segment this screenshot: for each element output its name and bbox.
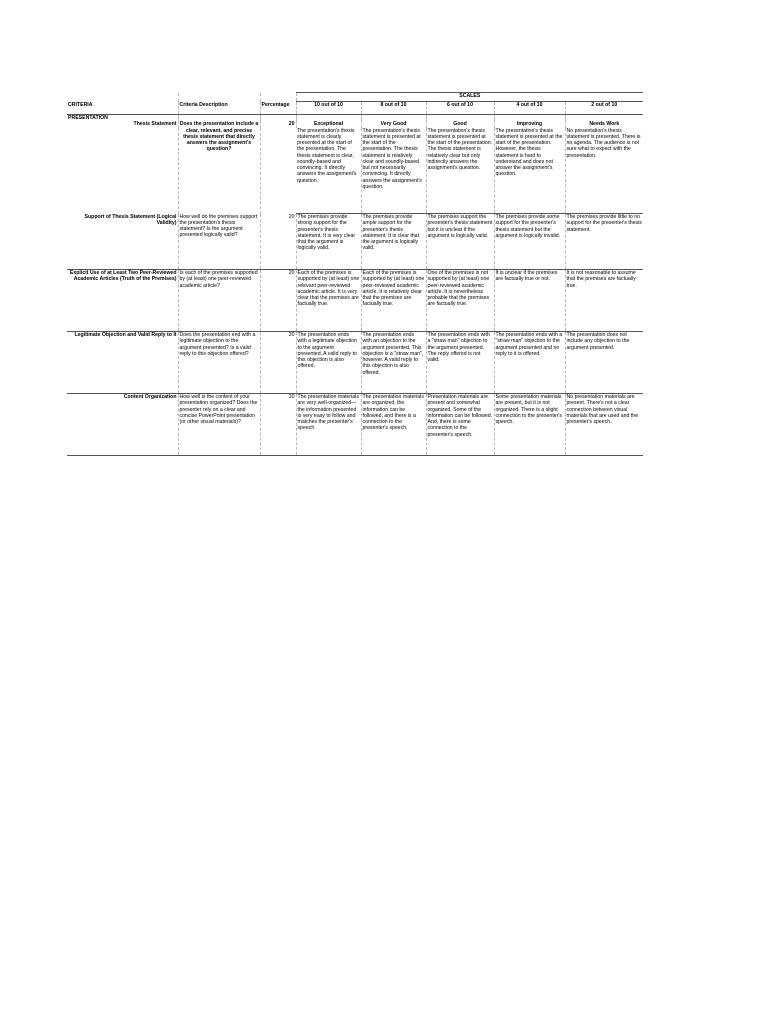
scales-row bbox=[67, 93, 643, 102]
criterion-percentage: 20 bbox=[260, 332, 296, 394]
rubric-cell: Each of the premises is supported by (at least) one relevant peer-reviewed academic article. It is very clear that the premises are factually true. bbox=[296, 270, 361, 332]
rubric-cell: It is not reasonable to assume that the premises are factually true. bbox=[565, 270, 643, 332]
rubric-cell: The presentation materials are very well-organized—the information presented is very easy to follow and matches the presenter's speech. bbox=[296, 394, 361, 456]
criterion-description: Is each of the premises supported by (at least) one peer-reviewed academic article? bbox=[178, 270, 260, 332]
criterion-description: Does the presentation end with a legitimate objection to the argument presented? Is a valid reply to this objection offered? bbox=[178, 332, 260, 394]
rubric-cell: The presentation ends with an objection to the argument presented. This objection is a "straw man", however. A valid reply to this objection is also offered. bbox=[361, 332, 426, 394]
rubric-cell: The presentation materials are organized, the information can be followed, and there is a connection to the presenter's speech. bbox=[361, 394, 426, 456]
rubric-body bbox=[67, 121, 643, 455]
criteria-header: CRITERIA bbox=[67, 102, 178, 115]
section-row bbox=[67, 115, 643, 122]
criterion-row bbox=[67, 394, 643, 456]
level-label: Improving bbox=[494, 121, 565, 127]
criterion-description: How well do the premises support the presentation's thesis statement? Is the argument presented logically valid? bbox=[178, 214, 260, 270]
rubric-cell: The premises provide some support for the presenter's thesis statement but the argument is logically invalid. bbox=[494, 214, 565, 270]
criterion-name: Support of Thesis Statement (Logical Validity) bbox=[67, 214, 178, 270]
rubric-cell: The presentation ends with a "straw man" objection to the argument presented and no reply to it is offered. bbox=[494, 332, 565, 394]
rubric-cell: The presentation ends with a "straw man" objection to the argument presented. The reply offered is not valid. bbox=[426, 332, 494, 394]
rubric-cell: The presentation's thesis statement is presented at the start of the presentation. The thesis statement is relatively clear but only indirectly answers the assignment's question. bbox=[426, 128, 494, 214]
rubric-cell: The premises provide strong support for the presenter's thesis statement. It is very clear that the argument is logically valid. bbox=[296, 214, 361, 270]
criterion-percentage: 20 bbox=[260, 214, 296, 270]
rubric-cell: No presentation materials are present. There's not a clear connection between visual materials that are used and the presenter's speech. bbox=[565, 394, 643, 456]
rubric-cell: It is unclear if the premises are factually true or not. bbox=[494, 270, 565, 332]
rubric-cell: No presentation's thesis statement is presented. There is no agenda. The audience is not sure what to expect with the presentation. bbox=[565, 128, 643, 214]
criterion-row bbox=[67, 270, 643, 332]
criterion-name: Content Organization bbox=[67, 394, 178, 456]
rubric-sheet bbox=[67, 92, 643, 456]
criterion-name: Explicit Use of at Least Two Peer-Reviewed Academic Articles (Truth of the Premises) bbox=[67, 270, 178, 332]
scales-label: SCALES bbox=[296, 93, 643, 102]
scale-header-6: 6 out of 10 bbox=[426, 102, 494, 115]
rubric-table bbox=[67, 92, 643, 456]
criterion-row bbox=[67, 214, 643, 270]
criterion-description: Does the presentation include a clear, relevant, and precise thesis statement that directly answers the assignment's question? bbox=[178, 121, 260, 213]
scale-header-10: 10 out of 10 bbox=[296, 102, 361, 115]
criterion-description: How well is the content of your presentation organized? Does the presenter rely on a clear and concise PowerPoint presentation (or other visual materials)? bbox=[178, 394, 260, 456]
rubric-cell: The premises provide ample support for the presenter's thesis statement. It is clear that the argument is logically valid. bbox=[361, 214, 426, 270]
rubric-cell: The premises support the presenter's thesis statement but it is unclear if the argument is logically valid. bbox=[426, 214, 494, 270]
percentage-header: Percentage bbox=[260, 102, 296, 115]
rubric-cell: Each of the premises is supported by (at least) one peer-reviewed academic article. It is relatively clear that the premises are factually true. bbox=[361, 270, 426, 332]
section-title: PRESENTATION bbox=[68, 115, 108, 121]
rubric-cell: The premises provide little to no support for the presenter's thesis statement. bbox=[565, 214, 643, 270]
header-row bbox=[67, 102, 643, 115]
scale-header-2: 2 out of 10 bbox=[565, 102, 643, 115]
level-label: Exceptional bbox=[296, 121, 361, 127]
criterion-percentage: 20 bbox=[260, 121, 296, 213]
rubric-cell: The presentation ends with a legitimate objection to the argument presented. A valid reply to this objection is also offered. bbox=[296, 332, 361, 394]
criterion-name: Legitimate Objection and Valid Reply to It bbox=[67, 332, 178, 394]
level-label: Very Good bbox=[361, 121, 426, 127]
scale-header-8: 8 out of 10 bbox=[361, 102, 426, 115]
rubric-cell: Presentation materials are present and somewhat organized. Some of the information can be followed. And, there is some connection to the presenter's speech. bbox=[426, 394, 494, 456]
criterion-percentage: 20 bbox=[260, 394, 296, 456]
criterion-name: Thesis Statement bbox=[133, 121, 177, 128]
description-header: Criteria Description bbox=[178, 102, 260, 115]
rubric-cell: One of the premises is not supported by (at least) one peer-reviewed academic article. It is nevertheless probable that the premises are factually true. bbox=[426, 270, 494, 332]
criterion-row bbox=[67, 332, 643, 394]
level-label: Needs Work bbox=[565, 121, 643, 127]
rubric-cell: The presentation does not include any objection to the argument presented. bbox=[565, 332, 643, 394]
criterion-percentage: 20 bbox=[260, 270, 296, 332]
level-label: Good bbox=[426, 121, 494, 127]
rubric-cell: The presentation's thesis statement is clearly presented at the start of the presentation. The thesis statement is clear, soundly-based and convincing. It directly answers the assignment's question. bbox=[296, 128, 361, 214]
rubric-cell: The presentation's thesis statement is presented at the start of the presentation. However, the thesis statement is hard to understand and does not answer the assignment's question. bbox=[494, 128, 565, 214]
rubric-cell: The presentation's thesis statement is presented at the start of the presentation. The thesis statement is relatively clear and soundly-based but not necessarily convincing. It directly answers the assignment's question. bbox=[361, 128, 426, 214]
scale-header-4: 4 out of 10 bbox=[494, 102, 565, 115]
rubric-cell: Some presentation materials are present, but it is not organized. There is a slight connection to the presenter's speech. bbox=[494, 394, 565, 456]
